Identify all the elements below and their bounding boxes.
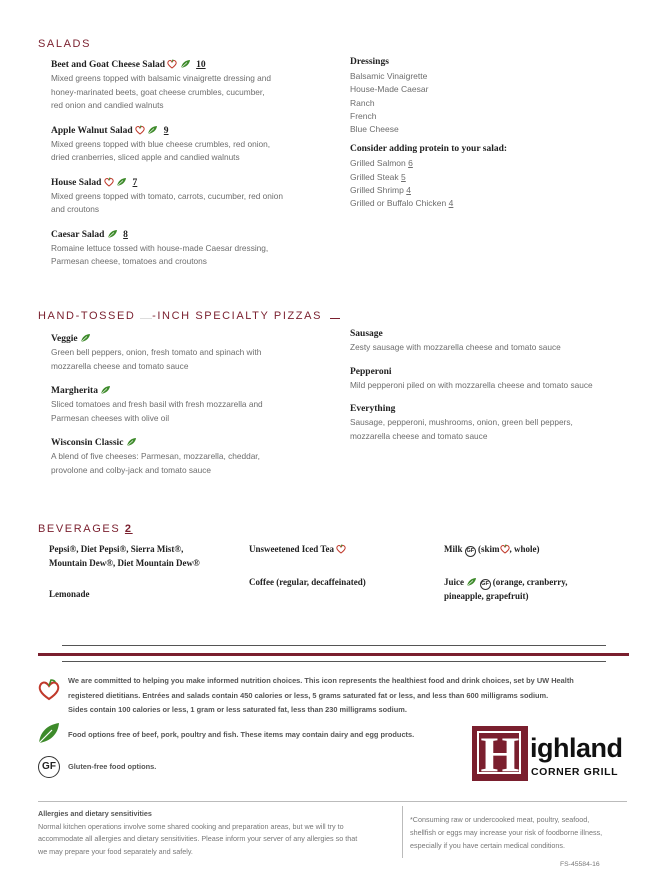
logo-word: ighland [530, 733, 623, 763]
divider-thin [62, 645, 606, 646]
item-price: 9 [163, 125, 169, 136]
item-desc-line: mozzarella cheese and tomato sauce [350, 430, 488, 441]
protein-price: 4 [448, 198, 454, 209]
beverage-iced-tea [249, 543, 346, 557]
item-price: 8 [123, 229, 128, 240]
heart-icon [336, 544, 346, 554]
gluten-free-icon: GF [465, 546, 476, 557]
item-desc-line: Mild pepperoni piled on with mozzarella cheese and tomato sauce [350, 379, 593, 390]
protein-title: Consider adding protein to your salad: [350, 144, 508, 155]
warning-line: *Consuming raw or undercooked meat, poultry, seafood, [410, 815, 590, 824]
legend-heart-icon [37, 678, 61, 707]
beverage-milk [444, 543, 540, 557]
item-desc-line: A blend of five cheeses: Parmesan, mozzarella, cheddar, [51, 451, 260, 461]
leaf-icon [100, 385, 111, 395]
allergy-line: we may prepare your food separately and safely. [38, 846, 193, 856]
leaf-icon [116, 177, 127, 187]
item-name: Margherita [51, 386, 98, 396]
item-name: Everything [350, 404, 396, 414]
pizzas-title-part: -INCH SPECIALTY PIZZAS [152, 310, 322, 322]
item-desc-line: Mixed greens topped with blue cheese crumbles, red onion, [51, 138, 271, 149]
dressing-item: House-Made Caesar [350, 84, 429, 95]
protein-name: Grilled or Buffalo Chicken [350, 198, 447, 209]
beverage-label: Juice [444, 577, 464, 587]
footer-divider [38, 801, 627, 802]
gluten-free-icon: GF [480, 579, 491, 590]
allergy-line: accommodate all allergies and dietary sensitivities. Please inform your server of any allergies so that [38, 834, 358, 843]
item-price: 7 [132, 177, 138, 188]
legend-gf-text: Gluten-free food options. [68, 762, 157, 771]
legend-heart-text [68, 674, 638, 718]
allergy-title: Allergies and dietary sensitivities [38, 809, 152, 818]
leaf-icon [126, 437, 137, 447]
heart-icon [167, 59, 177, 69]
pizzas-title-part: HAND-TOSSED [38, 310, 141, 322]
menu-item [51, 437, 341, 477]
item-desc-line: honey-marinated beets, goat cheese crumbles, cucumber, [51, 86, 265, 97]
allergy-line: Normal kitchen operations involve some shared cooking and preparation areas, but we will try to [38, 821, 344, 831]
item-price: 10 [196, 60, 206, 70]
protein-item [350, 197, 640, 210]
protein-price: 5 [401, 171, 406, 182]
item-desc-line: Green bell peppers, onion, fresh tomato and spinach with [51, 347, 262, 357]
pizzas-left-column [51, 333, 341, 477]
beverage-label: pineapple, grapefruit) [444, 591, 529, 601]
form-code: FS-45584-16 [560, 861, 600, 868]
protein-item [350, 171, 640, 184]
menu-item [51, 59, 341, 113]
protein-name: Grilled Salmon [350, 158, 406, 169]
item-desc-line: Parmesan cheeses with olive oil [51, 412, 170, 423]
item-desc-line: Romaine lettuce tossed with house-made Caesar dressing, [51, 242, 269, 253]
menu-item [51, 385, 341, 425]
allergy-notice [38, 808, 408, 858]
heart-icon [104, 177, 114, 187]
beverage-label: (skim [478, 544, 500, 554]
protein-item [350, 157, 640, 170]
protein-name: Grilled Steak [350, 171, 399, 182]
item-desc-line: Parmesan cheese, tomatoes and croutons [51, 256, 207, 266]
beverage-lemonade: Lemonade [49, 589, 90, 599]
warning-line: especially if you have certain medical conditions. [410, 841, 566, 850]
pizzas-title [38, 310, 340, 322]
beverage-label: Unsweetened Iced Tea [249, 544, 334, 554]
menu-item [51, 125, 341, 165]
item-name: Apple Walnut Salad [51, 125, 133, 136]
beverage-coffee: Coffee (regular, decaffeinated) [249, 577, 366, 587]
beverage-sodas [49, 543, 200, 570]
menu-item [51, 229, 341, 269]
menu-item [51, 177, 341, 217]
dressing-item: Ranch [350, 97, 375, 108]
protein-price: 4 [406, 185, 411, 196]
leaf-icon [147, 125, 158, 135]
logo-letter: H [480, 726, 520, 782]
item-name: Veggie [51, 334, 78, 344]
legend-leaf-text: Food options free of beef, pork, poultry and fish. These items may contain dairy and egg products. [68, 730, 415, 739]
dressings-title: Dressings [350, 57, 389, 67]
gluten-free-icon: GF [38, 756, 60, 778]
item-desc-line: Mixed greens topped with tomato, carrots, cucumber, red onion [51, 190, 283, 201]
item-name: Pepperoni [350, 366, 392, 377]
dressing-item: Blue Cheese [350, 124, 399, 135]
dressing-item: Balsamic Vinaigrette [350, 71, 428, 81]
item-name: Wisconsin Classic [51, 438, 124, 448]
footer-vertical-divider [402, 806, 403, 858]
beverage-line: Pepsi®, Diet Pepsi®, Sierra Mist®, [49, 544, 184, 554]
dressing-item: French [350, 110, 377, 121]
beverages-price: 2 [124, 523, 133, 535]
leaf-icon [37, 721, 61, 745]
item-desc-line: red onion and candied walnuts [51, 100, 164, 110]
logo-tagline: CORNER GRILL [531, 766, 619, 778]
beverages-title-text: BEVERAGES [38, 523, 121, 535]
protein-name: Grilled Shrimp [350, 185, 404, 196]
heart-icon [135, 125, 145, 135]
leaf-icon [80, 333, 91, 343]
food-safety-warning [410, 813, 635, 852]
beverage-label: , whole) [509, 544, 540, 554]
legend-line: Sides contain 100 calories or less, 1 gram or less saturated fat, less than 230 milligrams sodium. [68, 705, 407, 714]
protein-item [350, 184, 640, 197]
menu-item [350, 404, 650, 443]
divider-thin [62, 661, 606, 662]
item-desc-line: dried cranberries, sliced apple and candied walnuts [51, 152, 240, 162]
item-name: Caesar Salad [51, 229, 105, 240]
item-desc-line: Sliced tomatoes and fresh basil with fresh mozzarella and [51, 399, 263, 409]
leaf-icon [466, 577, 477, 587]
heart-icon [500, 544, 510, 554]
menu-item [51, 333, 341, 373]
leaf-icon [180, 59, 191, 69]
beverage-juice [444, 576, 567, 604]
beverage-line: Mountain Dew®, Diet Mountain Dew® [49, 557, 200, 568]
item-desc-line: and croutons [51, 204, 99, 214]
item-name: Sausage [350, 329, 383, 339]
beverages-title [38, 523, 133, 535]
pizzas-right-column [350, 329, 650, 443]
legend-line: We are committed to helping you make informed nutrition choices. This icon represents the healthiest food and drink choices, set by UW Health [68, 676, 574, 685]
item-desc-line: Mixed greens topped with balsamic vinaigrette dressing and [51, 73, 271, 83]
menu-item [350, 329, 650, 355]
leaf-icon [107, 229, 118, 239]
menu-item [350, 367, 650, 393]
warning-line: shellfish or eggs may increase your risk of foodborne illness, [410, 828, 603, 837]
salads-right-column [350, 57, 640, 211]
salads-left-column [51, 59, 341, 269]
item-name: Beet and Goat Cheese Salad [51, 60, 165, 70]
beverage-label: Milk [444, 544, 463, 554]
item-desc-line: mozzarella cheese and tomato sauce [51, 360, 189, 371]
salads-title: SALADS [38, 38, 92, 50]
item-desc-line: Zesty sausage with mozzarella cheese and tomato sauce [350, 342, 561, 352]
protein-price: 6 [408, 158, 413, 169]
item-desc-line: provolone and colby-jack and tomato sauce [51, 464, 212, 475]
item-name: House Salad [51, 177, 102, 188]
logo-mark [472, 726, 528, 781]
divider-accent [38, 653, 629, 656]
legend-leaf-icon [37, 721, 61, 750]
item-desc-line: Sausage, pepperoni, mushrooms, onion, green bell peppers, [350, 417, 573, 427]
beverage-label: (orange, cranberry, [492, 577, 568, 587]
legend-line: registered dietitians. Entrées and salads contain 450 calories or less, 5 grams saturated fat or less, and less than 600 milligrams sodium. [68, 690, 549, 700]
heart-icon [37, 678, 61, 702]
